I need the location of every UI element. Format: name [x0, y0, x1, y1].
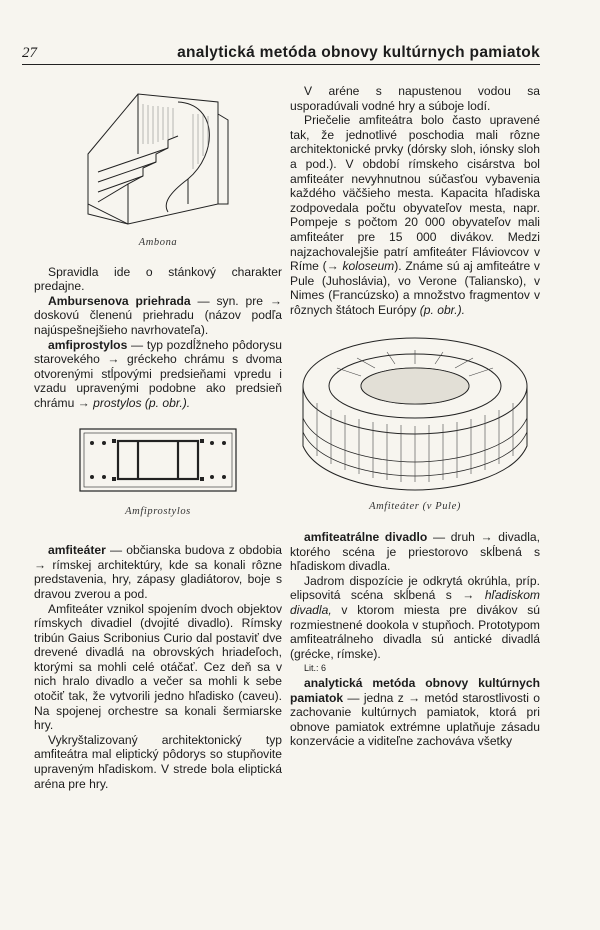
caption-amfiprostylos: Amfiprostylos	[125, 505, 191, 517]
right-column	[290, 84, 540, 749]
paragraph-jadrom	[290, 574, 540, 662]
paragraph-vykrystalizovany: Vykryštalizovaný architektonický typ amfiteátra mal eliptický pôdorys so stupňovite upraveným hľadiskom. V strede bola eliptická aréna pre hry.	[34, 732, 282, 791]
left-column	[34, 84, 282, 791]
term-amfiteater: amfiteáter	[48, 543, 106, 558]
text-analyticka-metoda: — jedna z → metód starostlivosti o zachovanie kultúrnych pamiatok, ktorá pri obnove pamiatok extrémne uplatňuje zásadu konzervácie a viditeľne zachováva všetky	[290, 690, 540, 749]
ref-prostylos: prostylos (p. obr.).	[93, 395, 191, 410]
entry-amfiteatralne-divadlo	[290, 530, 540, 574]
text-jadrom-b: v ktorom miesta pre divákov sú rozmiestnené dookola v stupňoch. Prototypom amfiteatrálneho divadla sú antické divadlá (grécke, rímske).	[290, 603, 540, 661]
text-amfiprostylos: — typ pozdĺžneho pôdorysu starovekého → gréckeho chrámu s dvoma otvorenými stĺpovými predsieňami vpredu i vzadu upravenými podobne ako predsieň chrámu →	[34, 337, 282, 410]
caption-amfiteater: Amfiteáter (v Pule)	[369, 500, 461, 512]
entry-amfiteater	[34, 543, 282, 601]
text-jadrom-a: Jadrom dispozície je odkrytá okrúhla, príp. elipsovitá scéna skĺbená s →	[290, 573, 540, 603]
text-amfiteater: — občianska budova z obdobia → rímskej architektúry, kde sa konali rôzne predstavenia, hry, zápasy gladiátorov, boje s dravou zverou a pod.	[34, 543, 282, 601]
text-amfiteatralne-divadlo: — druh → divadla, ktorého scéna je priestorovo skĺbená s hľadiskom divadla.	[290, 530, 540, 574]
ref-obrazok: (p. obr.).	[419, 302, 466, 317]
paragraph-stankovy: Spravidla ide o stánkový charakter predajne.	[34, 264, 282, 294]
paragraph-priecelie	[290, 113, 540, 317]
ref-koloseum: koloseum	[342, 259, 395, 274]
text-priecelie-end: ). Známe sú aj amfiteátre v Pule (Juhoslávia), vo Verone (Taliansko), v Nimes (Francúzsko) a množstvo fragmentov v rôznych štátoch Európy	[290, 259, 540, 317]
text-ambursen: — syn. pre → doskovú členenú priehradu (názov podľa najúspešnejšieho navrhovateľa).	[34, 293, 282, 337]
term-analyticka-metoda: analytická metóda obnovy kultúrnych pamiatok	[290, 676, 540, 705]
text-priecelie: Priečelie amfiteátra bolo často upravené tak, že jednotlivé poschodia mali rôzne architektonické prvky (dórsky sloh, iónsky sloh a pod.). V období rímskeho cisárstva bol amfiteáter nevyhnutnou súčasťou vybavenia každého väčšieho mesta. Kapacita hľadiska zodpovedala počtu obyvateľov mesta, napr. Pompeje s počtom 20 000 obyvateľov mali amfiteáter pre 15 000 divákov. Medzi najzachovalejšie patrí amfiteáter Fláviovcov v Ríme (→	[290, 113, 540, 274]
running-title: analytická metóda obnovy kultúrnych pamiatok	[177, 44, 540, 61]
caption-ambona: Ambona	[138, 237, 178, 248]
term-amfiprostylos: amfiprostylos	[48, 337, 128, 352]
term-amfiteatralne-divadlo: amfiteatrálne divadlo	[304, 530, 428, 545]
paragraph-arena: V aréne s napustenou vodou sa usporadúvali vodné hry a súboje lodí.	[290, 84, 540, 113]
page-number: 27	[22, 45, 37, 61]
paragraph-vznikol: Amfiteáter vznikol spojením dvoch objektov rímskych divadiel (dvojité divadlo). Rímsky tribún Gaius Scribonius Curio dal postaviť dve drevené divadlá na obrovských hriadeľoch, ktorými sa mohli celé otáčať. Cez deň sa v nich hralo divadlo a večer sa mohli k sebe otočiť tak, že vytvorili jedno hľadisko (caveu). Na spojenej orchestre sa konali šermiarske hry.	[34, 601, 282, 733]
entry-ambursen	[34, 294, 282, 338]
ref-hladiskom: hľadiskom divadla,	[290, 588, 540, 618]
amfiprostylos-plan	[78, 423, 238, 501]
ambona-illustration	[68, 84, 248, 234]
page-header	[22, 44, 540, 65]
literature-ref: Lit.: 6	[304, 663, 327, 674]
entry-analyticka-metoda	[290, 676, 540, 749]
entry-amfiprostylos	[34, 338, 282, 411]
term-ambursen: Ambursenova priehrada	[48, 293, 191, 308]
amfiteater-pula-illustration	[297, 328, 533, 498]
